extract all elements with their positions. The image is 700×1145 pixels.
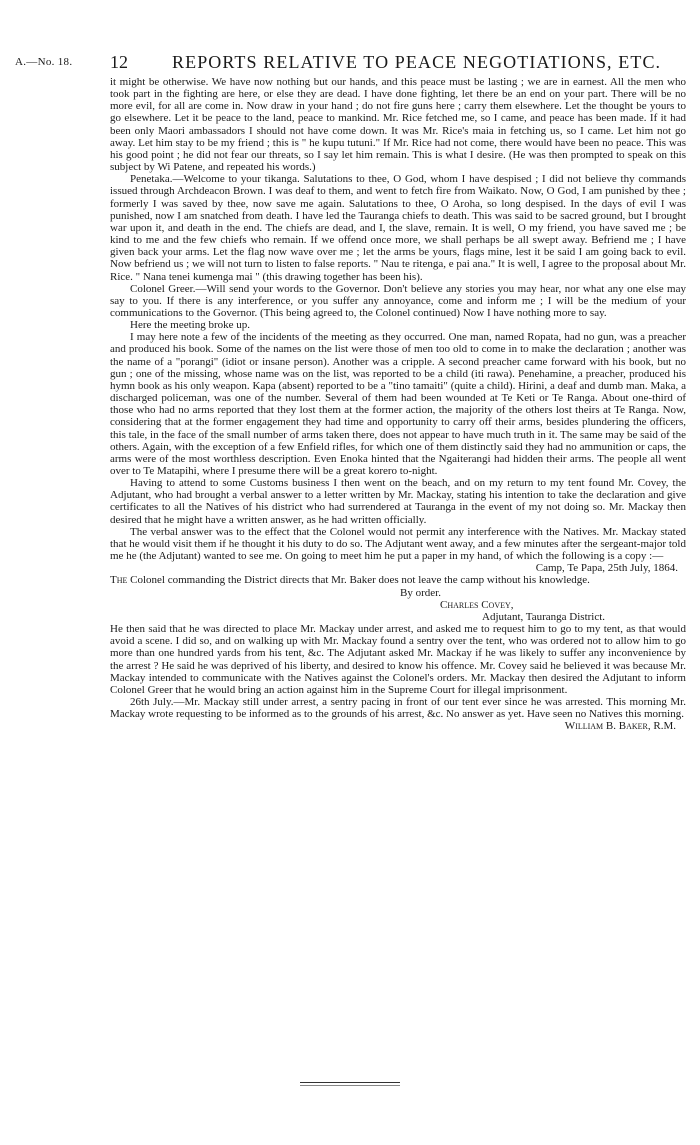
paragraph: 26th July.—Mr. Mackay still under arrest, a sentry pacing in front of our tent ever since he was arrested. This morning Mr. Mackay wrote requesting to be informed as to the grounds of his arrest, &c. No answer as yet. Have seen no Natives this morning. (110, 695, 686, 721)
paragraph: Colonel Greer.—Will send your words to the Governor. Don't believe any stories you may hear, nor what any one else may say to you. If there is any interference, or you suffer any annoyance, come and inform me ; I will be the medium of your communications to the Governor. (This being agreed to, the Colonel continued) Now I have nothing more to say. (110, 282, 686, 319)
order-text-lead: The (110, 574, 128, 587)
paragraph: Having to attend to some Customs business I then went on the beach, and on my return to my tent found Mr. Covey, the Adjutant, who had brought a verbal answer to a letter written by Mr. Mackay, stating his intention to take the declaration and give certificates to all the Natives of his district who had surrendered at Tauranga in the event of my not doing so. Mr. Mackay then desired that he might have a written answer, as he had written officially. (110, 477, 686, 526)
signature: William B. Baker, R.M. (564, 720, 676, 733)
order-signer: Charles Covey, (440, 598, 514, 611)
order-text (110, 574, 686, 586)
order-dateline: Camp, Te Papa, 25th July, 1864. (535, 562, 678, 575)
document-reference: A.—No. 18. (15, 56, 73, 68)
paragraph: Penetaka.—Welcome to your tikanga. Salutations to thee, O God, whom I have despised ; I did not believe thy commands issued through Archdeacon Brown. I was deaf to them, and went to fetch fire from Waikato. Now, O God, I am punished by thee ; formerly I was saved by thee, now save me again. Salutations to thee, O Aroha, so long despised. In the days of evil I was punished, now I am snatched from death. I have led the Tauranga chiefs to death. This was said to be sacred ground, but I brought war upon it, and death in the end. The chiefs are dead, and I, the slave, remain. It is well, O my friend, you have saved me ; be kind to me and the few chiefs who remain. If we offend once more, we shall perhaps be all swept away. Befriend me ; I have given back your arms. Let the flag now wave over me ; let the arms be yours, flags mine, lest it be said I am going back to evil. Now befriend us ; we will not turn to listen to false reports. " Nau te ritenga, e pai ana." It is well, I agree to the proposal about Mr. Rice. " Nana tenei kumenga mai " (this drawing together has been his). (110, 173, 686, 283)
paragraph: Here the meeting broke up. (130, 319, 251, 332)
page-header (0, 52, 700, 74)
by-order: By order. (400, 586, 441, 599)
document-body (110, 76, 686, 732)
page-number: 12 (110, 52, 128, 72)
paragraph: The verbal answer was to the effect that the Colonel would not permit any interference with the Natives. Mr. Mackay stated that he would visit them if he thought it his duty to do so. The Adjutant went away, and a few minutes after the sergeant-major told me he (the Adjutant) wanted to see me. On going to meet him he put a paper in my hand, of which the following is a copy :— (110, 525, 686, 563)
order-text-rest: Colonel commanding the District directs that Mr. Baker does not leave the camp without his knowledge. (127, 574, 590, 587)
closing-rule-secondary (300, 1085, 400, 1086)
closing-rule (300, 1082, 400, 1083)
paragraph: He then said that he was directed to place Mr. Mackay under arrest, and asked me to request him to go to my tent, as that would avoid a scene. I did so, and on walking up with Mr. Mackay found a sentry over the tent, who was ordered not to allow him to go more than one hundred yards from his tent, &c. The Adjutant asked Mr. Mackay if he was likely to suffer any inconvenience by the arrest ? He said he was deprived of his liberty, and desired to know his offence. Mr. Covey said he believed it was because Mr. Mackay intended to communicate with the Natives against the Colonel's orders. Mr. Mackay then desired the Adjutant to inform Colonel Greer that he would bring an action against him in the Supreme Court for illegal imprisonment. (110, 623, 686, 696)
paragraph: I may here note a few of the incidents of the meeting as they occurred. One man, named Ropata, had no gun, was a preacher and produced his book. Some of the names on the list were those of men too old to come in to make the declaration ; another was the name of a "porangi" (idiot or insane person). Another was a cripple. A second preacher came forward with his book, but no gun ; one of the missing, whose name was on the list, was reported to be a child (iti rawa). Penehamine, a preacher, produced his hymn book as his only weapon. Kapa (absent) reported to be a "tino tamaiti" (quite a child). Hirini, a deaf and dumb man. Maka, a discharged policeman, was one of the number. Several of them had been wounded at Te Keti or Te Ranga. About one-third of those who had no arms reported that they lost them at the former action, the majority of the others lost theirs at Te Ranga. Now, considering that at the former engagement they had time and opportunity to carry off their arms, besides plundering the officers, this tale, in the face of the small number of arms taken there, does not appear to have much truth in it. The same may be said of the others. Again, with the exception of a few Enfield rifles, for which one of them distinctly said they had no ammunition or caps, the arms were of the most worthless description. Even Enoka hinted that the Ngaiterangi had hidden their arms. The people all went over to Te Matapihi, where I presume there will be a great korero to-night. (110, 331, 686, 477)
page-title: REPORTS RELATIVE TO PEACE NEGOTIATIONS, ETC. (172, 52, 662, 72)
order-signer-title: Adjutant, Tauranga District. (482, 610, 606, 623)
paragraph: it might be otherwise. We have now nothing but our hands, and this peace must be lasting ; we are in earnest. All the men who took part in the fighting are here, or else they are dead. I have done fighting, let there be an end on your part. There will be no more evil, for all are come in. Now draw in your hand ; do not fire guns here ; carry them elsewhere. Let the thought be yours to go elsewhere. Let it be peace to the land, peace to mankind. Mr. Rice fetched me, so I came, and peace has been made. If it had been only Maori ambassadors I should not have come down. It was Mr. Rice's maia in fetching us, so I came. Let him not go away. Let him stay to be my friend ; this is " he kupu tutuni." If Mr. Rice had not come, there would have been no peace. This was his good point ; he did not fear our threats, so I say let him remain. This is what I desire. (He was then prompted to speak on this subject by Wi Patene, and repeated his words.) (110, 76, 686, 174)
